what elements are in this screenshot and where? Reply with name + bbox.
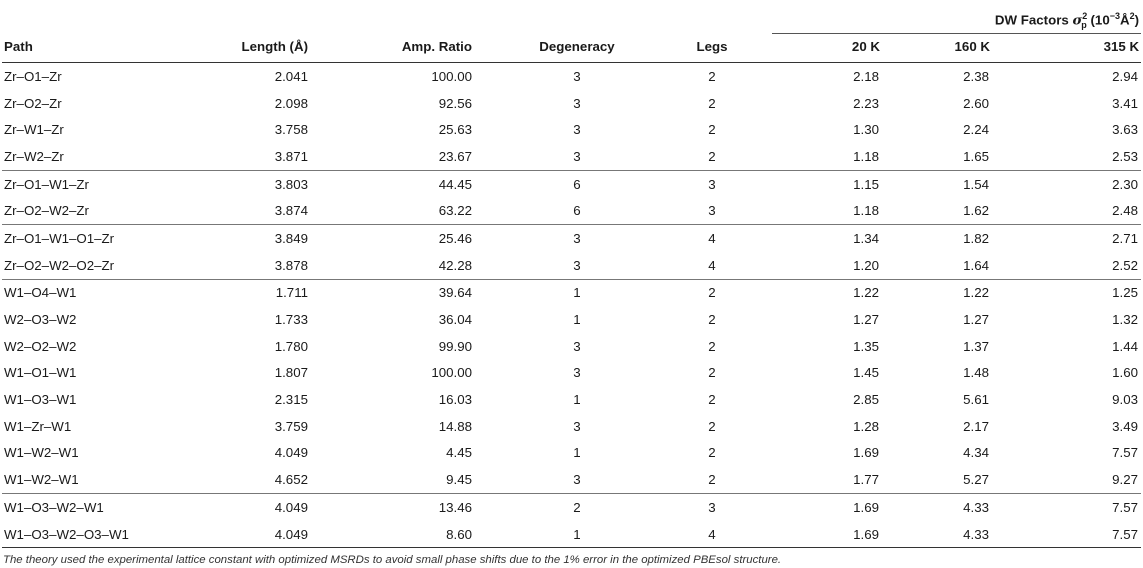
cell-dw-20k: 1.69 [772, 521, 882, 548]
cell-dw-20k: 1.18 [853, 148, 880, 164]
cell-degeneracy: 3 [573, 418, 581, 434]
cell-dw-315k: 7.57 [992, 521, 1141, 548]
cell-legs: 3 [652, 494, 772, 521]
cell-dw-160k: 1.54 [882, 170, 992, 197]
cell-legs: 3 [652, 170, 772, 197]
table-row [2, 143, 1141, 170]
cell-dw-315k: 2.52 [1112, 257, 1139, 273]
cell-legs: 2 [708, 68, 716, 84]
cell-dw-315k: 2.53 [1112, 148, 1139, 164]
cell-degeneracy: 1 [502, 279, 652, 306]
cell-length: 2.315 [274, 392, 308, 408]
col-header-length: Length (Å) [202, 34, 312, 63]
cell-amp-ratio: 63.22 [438, 203, 472, 219]
cell-dw-315k: 7.57 [992, 494, 1141, 521]
cell-length: 3.874 [274, 203, 308, 219]
cell-legs: 2 [708, 122, 716, 138]
cell-dw-20k: 1.34 [772, 225, 882, 252]
cell-path: W1–O3–W2–O3–W1 [2, 521, 202, 548]
cell-dw-315k: 1.44 [1112, 338, 1139, 354]
cell-length: 2.041 [274, 68, 308, 84]
cell-amp-ratio: 4.45 [446, 445, 472, 461]
cell-dw-20k: 1.15 [772, 170, 882, 197]
cell-length: 4.049 [202, 521, 312, 548]
cell-amp-ratio: 13.46 [312, 494, 502, 521]
table-body [2, 63, 1141, 548]
col-header-path: Path [2, 34, 202, 63]
cell-length: 2.098 [274, 95, 308, 111]
cell-path: W1–W2–W1 [4, 445, 79, 461]
cell-amp-ratio: 23.67 [438, 148, 472, 164]
cell-length: 1.807 [274, 365, 308, 381]
col-header-legs: Legs [652, 34, 772, 63]
cell-length: 4.049 [274, 445, 308, 461]
table-row [2, 413, 1141, 440]
cell-amp-ratio: 25.63 [438, 122, 472, 138]
cell-length: 3.803 [202, 170, 312, 197]
table-row [2, 521, 1141, 548]
cell-amp-ratio: 100.00 [431, 365, 472, 381]
cell-dw-160k: 2.24 [963, 122, 990, 138]
cell-length: 1.733 [274, 312, 308, 328]
cell-dw-315k: 2.48 [1112, 203, 1139, 219]
cell-dw-315k: 9.27 [1112, 472, 1139, 488]
cell-amp-ratio: 8.60 [312, 521, 502, 548]
cell-dw-315k: 2.71 [992, 225, 1141, 252]
cell-path: W2–O2–W2 [4, 338, 77, 354]
cell-degeneracy: 3 [573, 257, 581, 273]
cell-degeneracy: 3 [502, 225, 652, 252]
cell-legs: 2 [708, 445, 716, 461]
cell-dw-160k: 1.62 [963, 203, 990, 219]
cell-dw-20k: 2.23 [853, 95, 880, 111]
cell-legs: 2 [708, 95, 716, 111]
table-row [2, 252, 1141, 279]
cell-degeneracy: 2 [502, 494, 652, 521]
cell-dw-20k: 1.28 [853, 418, 880, 434]
cell-path: W1–O1–W1 [4, 365, 77, 381]
cell-degeneracy: 3 [573, 148, 581, 164]
cell-degeneracy: 1 [573, 445, 581, 461]
cell-dw-315k: 1.25 [992, 279, 1141, 306]
cell-dw-20k: 1.69 [772, 494, 882, 521]
cell-degeneracy: 3 [573, 122, 581, 138]
cell-legs: 2 [708, 365, 716, 381]
col-header-20k: 20 K [772, 34, 882, 63]
table-row [2, 466, 1141, 493]
cell-path: Zr–O1–W1–O1–Zr [2, 225, 202, 252]
cell-legs: 2 [708, 418, 716, 434]
cell-legs: 2 [708, 148, 716, 164]
cell-degeneracy: 3 [573, 68, 581, 84]
cell-path: Zr–O2–W2–O2–Zr [4, 257, 115, 273]
cell-dw-160k: 2.38 [963, 68, 990, 84]
table-row [2, 225, 1141, 252]
cell-length: 4.049 [202, 494, 312, 521]
cell-dw-20k: 1.22 [772, 279, 882, 306]
cell-dw-160k: 4.33 [882, 494, 992, 521]
col-header-amp-ratio: Amp. Ratio [312, 34, 502, 63]
cell-length: 1.780 [274, 338, 308, 354]
table-row [2, 63, 1141, 90]
cell-degeneracy: 6 [502, 170, 652, 197]
cell-degeneracy: 3 [573, 95, 581, 111]
cell-path: W1–Zr–W1 [4, 418, 72, 434]
cell-dw-160k: 1.22 [882, 279, 992, 306]
col-header-160k: 160 K [882, 34, 992, 63]
cell-path: W1–O4–W1 [2, 279, 202, 306]
table-row [2, 279, 1141, 306]
cell-path: Zr–W1–Zr [4, 122, 64, 138]
table-row [2, 306, 1141, 333]
cell-path: Zr–O2–W2–Zr [4, 203, 89, 219]
table-footnote: The theory used the experimental lattice constant with optimized MSRDs to avoid small phase shifts due to the 1% error in the optimized PBEsol structure. [3, 554, 782, 567]
cell-amp-ratio: 100.00 [431, 68, 472, 84]
column-header-row [2, 34, 1141, 63]
table-row [2, 494, 1141, 521]
cell-dw-20k: 1.69 [853, 445, 880, 461]
cell-degeneracy: 1 [502, 521, 652, 548]
cell-amp-ratio: 14.88 [438, 418, 472, 434]
cell-path: Zr–W2–Zr [4, 148, 64, 164]
cell-dw-20k: 1.20 [853, 257, 880, 273]
dw-factors-table [2, 0, 1141, 548]
table-row [2, 90, 1141, 117]
cell-amp-ratio: 36.04 [438, 312, 472, 328]
cell-dw-315k: 2.30 [992, 170, 1141, 197]
cell-dw-20k: 1.35 [853, 338, 880, 354]
cell-path: W1–W2–W1 [4, 472, 79, 488]
cell-dw-315k: 3.41 [1112, 95, 1139, 111]
cell-path: W1–O3–W1 [4, 392, 77, 408]
cell-legs: 2 [652, 279, 772, 306]
cell-length: 3.758 [274, 122, 308, 138]
cell-dw-20k: 1.45 [853, 365, 880, 381]
cell-dw-160k: 5.27 [963, 472, 990, 488]
cell-amp-ratio: 16.03 [438, 392, 472, 408]
cell-length: 3.849 [202, 225, 312, 252]
cell-dw-315k: 3.63 [1112, 122, 1139, 138]
cell-amp-ratio: 99.90 [438, 338, 472, 354]
table-row [2, 116, 1141, 143]
cell-dw-315k: 3.49 [1112, 418, 1139, 434]
dw-factors-group-header: DW Factors $\sigma^2_p$ $(10^{-3}Å^2)$ [772, 0, 1141, 34]
table-row [2, 386, 1141, 413]
cell-degeneracy: 6 [573, 203, 581, 219]
cell-degeneracy: 3 [573, 365, 581, 381]
cell-degeneracy: 3 [573, 472, 581, 488]
cell-path: Zr–O2–Zr [4, 95, 62, 111]
table-row [2, 197, 1141, 224]
cell-dw-315k: 1.60 [1112, 365, 1139, 381]
cell-dw-315k: 1.32 [1112, 312, 1139, 328]
cell-legs: 2 [708, 392, 716, 408]
cell-path: Zr–O1–Zr [4, 68, 62, 84]
cell-amp-ratio: 9.45 [446, 472, 472, 488]
table-row [2, 333, 1141, 360]
group-header-row [2, 0, 1141, 34]
cell-degeneracy: 3 [573, 338, 581, 354]
cell-amp-ratio: 92.56 [438, 95, 472, 111]
cell-legs: 4 [652, 225, 772, 252]
cell-amp-ratio: 44.45 [312, 170, 502, 197]
cell-amp-ratio: 25.46 [312, 225, 502, 252]
cell-dw-160k: 2.60 [963, 95, 990, 111]
cell-amp-ratio: 42.28 [438, 257, 472, 273]
table-row [2, 170, 1141, 197]
cell-dw-160k: 4.34 [963, 445, 990, 461]
cell-length: 3.759 [274, 418, 308, 434]
col-header-degeneracy: Degeneracy [502, 34, 652, 63]
cell-length: 1.711 [202, 279, 312, 306]
cell-degeneracy: 1 [573, 312, 581, 328]
cell-dw-160k: 2.17 [963, 418, 990, 434]
cell-dw-160k: 4.33 [882, 521, 992, 548]
cell-dw-160k: 1.64 [963, 257, 990, 273]
cell-dw-160k: 1.65 [963, 148, 990, 164]
cell-legs: 4 [708, 257, 716, 273]
cell-degeneracy: 1 [573, 392, 581, 408]
cell-legs: 2 [708, 338, 716, 354]
cell-legs: 2 [708, 472, 716, 488]
cell-path: W1–O3–W2–W1 [2, 494, 202, 521]
table-row [2, 360, 1141, 387]
cell-legs: 2 [708, 312, 716, 328]
cell-dw-160k: 1.48 [963, 365, 990, 381]
cell-dw-20k: 1.77 [853, 472, 880, 488]
cell-dw-315k: 9.03 [1112, 392, 1139, 408]
cell-dw-20k: 1.27 [853, 312, 880, 328]
cell-length: 3.871 [274, 148, 308, 164]
cell-legs: 3 [708, 203, 716, 219]
cell-amp-ratio: 39.64 [312, 279, 502, 306]
cell-dw-315k: 2.94 [1112, 68, 1139, 84]
cell-dw-20k: 2.18 [853, 68, 880, 84]
cell-path: W2–O3–W2 [4, 312, 77, 328]
cell-dw-20k: 2.85 [853, 392, 880, 408]
col-header-315k: 315 K [992, 34, 1141, 63]
cell-length: 4.652 [274, 472, 308, 488]
cell-path: Zr–O1–W1–Zr [2, 170, 202, 197]
cell-length: 3.878 [274, 257, 308, 273]
table-row [2, 440, 1141, 467]
cell-dw-160k: 5.61 [963, 392, 990, 408]
cell-dw-20k: 1.18 [853, 203, 880, 219]
cell-dw-20k: 1.30 [853, 122, 880, 138]
cell-legs: 4 [652, 521, 772, 548]
cell-dw-315k: 7.57 [1112, 445, 1139, 461]
cell-dw-160k: 1.27 [963, 312, 990, 328]
cell-dw-160k: 1.82 [882, 225, 992, 252]
cell-dw-160k: 1.37 [963, 338, 990, 354]
